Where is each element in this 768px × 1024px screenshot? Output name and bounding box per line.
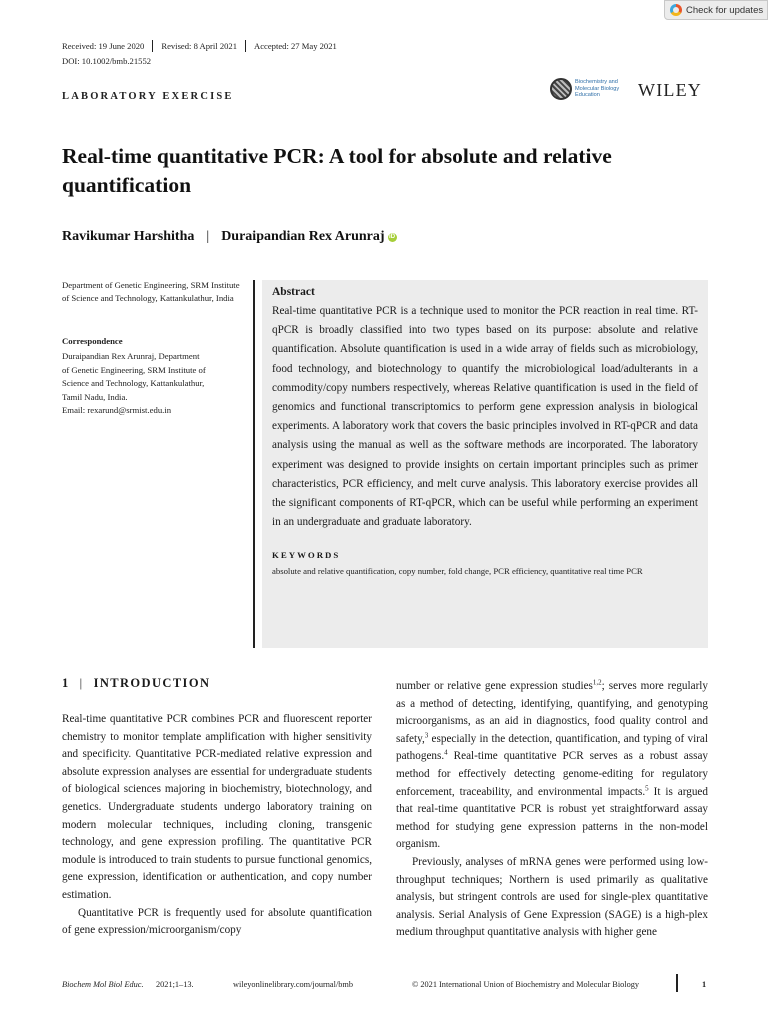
article-type-label: LABORATORY EXERCISE — [62, 91, 234, 102]
publisher-logo: WILEY — [638, 80, 702, 100]
crossmark-icon — [670, 4, 682, 16]
footer-journal: Biochem Mol Biol Educ. — [62, 980, 144, 989]
paragraph: Previously, analyses of mRNA genes were performed using low-throughput techniques; Northern is used primarily as qualitative analysis, but stringent controls are used for single-plex quantitative analysis. Serial Analysis of Gene Expression (SAGE) is a high-plex medium throughput quantitative analysis with higher gene — [396, 855, 708, 939]
check-for-updates-label: Check for updates — [686, 4, 764, 16]
correspondence-label: Correspondence — [62, 336, 123, 346]
body-column-right — [396, 678, 708, 942]
article-history — [62, 40, 345, 52]
paragraph: Real-time quantitative PCR combines PCR and fluorescent reporter chemistry to monitor template amplification with higher sensitivity and specificity. Quantitative PCR-mediated relative expression and absolute expression analyses are essential for undergraduate students of biological sciences majoring in biochemistry, biotechnology, and genetics. Undergraduate students undergo laboratory training on modern molecular techniques, including cloning, transgenic technology, and gene expression profiling. The quantitative PCR module is introduced to train students to pursue functional genomics, gene expression, identification or authentication, and copy number estimation. — [62, 713, 372, 901]
paragraph: number or relative gene expression studies$^{1,2}$; serves more regularly as a method of detecting, identifying, quantifying, and genotyping microorganisms, as an aid in diagnostics, food quality control and safety,$^3$ especially in the detection, quantification, and typing of viral pathogens.$^4$ Real-time quantitative PCR serves as a robust assay method for effectively detecting genome-editing for regulatory enforcement, traceability, and environmental impacts.$^5$ It is argued that real-time quantitative PCR is robust yet straightforward assay method for studying gene expression patterns in the non-model organism. — [396, 678, 709, 851]
author-2[interactable]: Duraipandian Rex Arunraj — [221, 229, 385, 244]
author-1[interactable]: Ravikumar Harshitha — [62, 229, 195, 244]
abstract-divider — [253, 280, 255, 648]
article-title: Real-time quantitative PCR: A tool for absolute and relative quantification — [62, 144, 612, 197]
received-date: Received: 19 June 2020 — [62, 41, 145, 51]
abstract-text: Real-time quantitative PCR is a technique used to monitor the PCR reaction in real time. RT-qPCR is broadly classified into two types based on its purpose: absolute and relative quantification. Absolute quantification is used in a wide array of fields such as microbiology, food technology, and biotechnology to quantify the microbiological load/adulterants in a commodity/copy numbers respectively, whereas Relative quantification is used in the field of genomics and functional transcriptomics to perform gene expression analysis in biological experiments. A laboratory work that covers the basic principles involved in RT-qPCR and data analysis using the manual as well as the software methods are incorporated. The laboratory experiment was designed to provide insights on certain important principles such as primer characteristics, PCR efficiency, and melt curve analysis. This laboratory exercise provides all the significant components of RT-qPCR, which can be useful while performing an experiment in an undergraduate and graduate laboratory. — [272, 305, 698, 529]
check-for-updates-button[interactable] — [664, 0, 768, 20]
page-number: 1 — [702, 980, 707, 989]
paragraph: Quantitative PCR is frequently used for absolute quantification of gene expression/microorganism/copy — [62, 906, 372, 937]
citation-ref[interactable]: 1,2 — [592, 678, 602, 687]
footer-year-pages: 2021;1–13. — [156, 980, 194, 989]
doi[interactable]: DOI: 10.1002/bmb.21552 — [62, 56, 152, 66]
section-title: INTRODUCTION — [93, 676, 211, 690]
abstract-heading: Abstract — [272, 286, 315, 298]
section-separator: | — [79, 676, 84, 690]
keywords-list: absolute and relative quantification, copy number, fold change, PCR efficiency, quantitative real time PCR — [272, 566, 643, 577]
orcid-icon[interactable]: iD — [389, 233, 396, 240]
society-seal-icon — [550, 78, 572, 100]
correspondence-email[interactable]: Email: rexarund@srmist.edu.in — [62, 405, 172, 415]
citation-ref[interactable]: 5 — [645, 783, 649, 792]
section-heading-introduction — [62, 676, 210, 691]
section-number: 1 — [62, 676, 70, 690]
footer-divider — [676, 974, 678, 992]
journal-logo-text: Biochemistry and Molecular Biology Education — [575, 79, 620, 99]
abstract-panel — [262, 280, 708, 648]
accepted-date: Accepted: 27 May 2021 — [245, 40, 345, 52]
journal-logo — [550, 78, 619, 100]
revised-date: Revised: 8 April 2021 — [152, 40, 245, 52]
citation-ref[interactable]: 4 — [444, 748, 448, 757]
body-column-left — [62, 711, 372, 940]
author-separator: | — [206, 229, 210, 244]
citation-ref[interactable]: 3 — [424, 731, 429, 740]
footer-url[interactable]: wileyonlinelibrary.com/journal/bmb — [233, 980, 353, 989]
footer-copyright: © 2021 International Union of Biochemistry and Molecular Biology — [412, 980, 640, 989]
author-list — [62, 229, 397, 245]
affiliation: Department of Genetic Engineering, SRM Institute of Science and Technology, Kattankulathur, India — [62, 280, 240, 303]
keywords-heading: KEYWORDS — [272, 550, 341, 561]
correspondence-details: Duraipandian Rex Arunraj, Department of Genetic Engineering, SRM Institute of Science and Technology, Kattankulathur, Tamil Nadu, India. Email: rexarund@srmist.edu.in — [62, 350, 247, 418]
